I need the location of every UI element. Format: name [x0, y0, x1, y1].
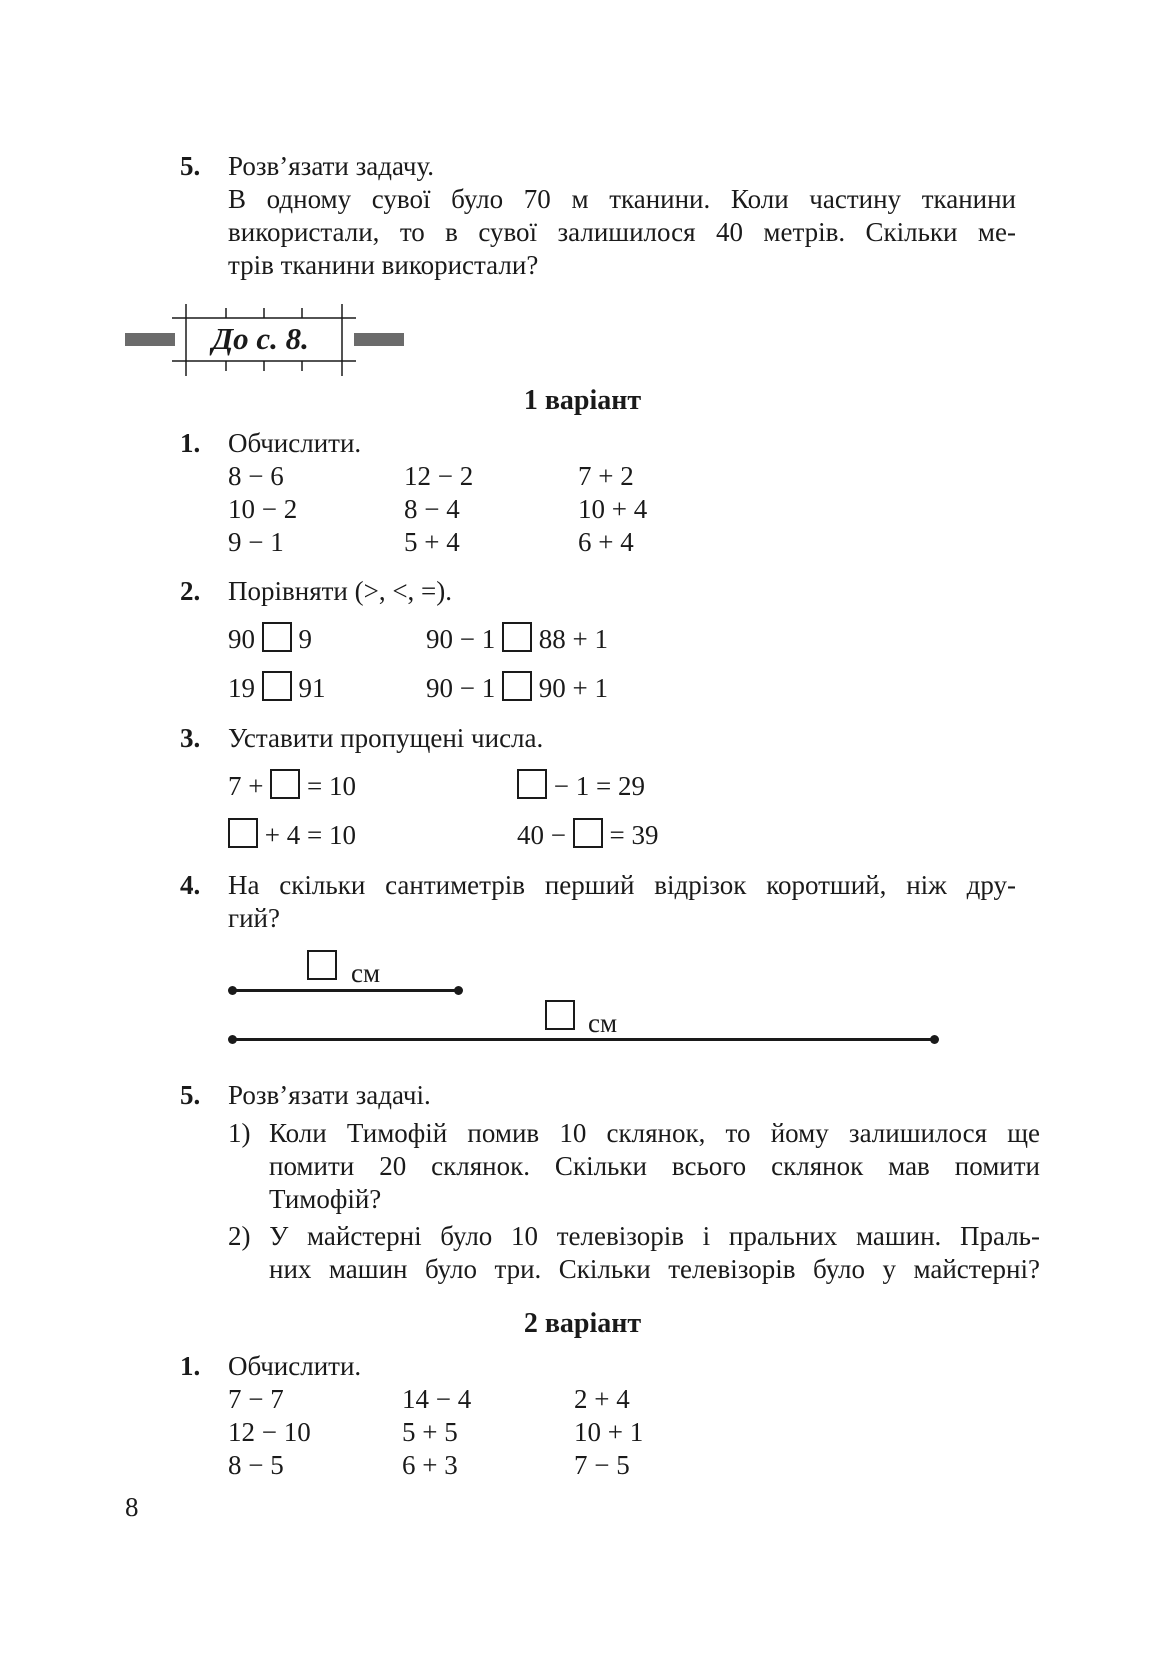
- answer-box[interactable]: [228, 818, 258, 848]
- answer-box[interactable]: [573, 818, 603, 848]
- variant-heading: 1 варіант: [523, 385, 642, 416]
- equation-right: = 39: [609, 820, 659, 850]
- task-title: Обчислити.: [228, 1351, 362, 1381]
- task-number: 2.: [180, 576, 201, 606]
- segment-line: [232, 989, 458, 992]
- expression: 6 + 4: [578, 527, 634, 557]
- banner-bar-right: [354, 333, 404, 346]
- comparison-left: 19: [228, 673, 255, 703]
- answer-box[interactable]: [262, 671, 292, 701]
- problem-text-line: Коли Тимофій помив 10 склянок, то йому залишилося ще: [269, 1118, 1040, 1148]
- segment-endpoint: [228, 1035, 237, 1044]
- task-text-line: трів тканини використали?: [228, 250, 539, 280]
- variant-heading: 2 варіант: [523, 1308, 642, 1339]
- expression: 5 + 4: [404, 527, 460, 557]
- unit-label: см: [588, 1008, 618, 1038]
- expression: 6 + 3: [402, 1450, 458, 1480]
- equation-right: = 10: [306, 771, 356, 801]
- answer-box[interactable]: [517, 769, 547, 799]
- banner-bar-left: [125, 333, 175, 346]
- answer-box[interactable]: [502, 622, 532, 652]
- problem-text-line: помити 20 склянок. Скільки всього склянок мав помити: [269, 1151, 1040, 1181]
- answer-box[interactable]: [502, 671, 532, 701]
- expression: 8 − 5: [228, 1450, 284, 1480]
- equation-left: 7 +: [228, 771, 264, 801]
- answer-box[interactable]: [545, 1000, 575, 1030]
- expression: 9 − 1: [228, 527, 284, 557]
- expression: 7 − 7: [228, 1384, 284, 1414]
- answer-box[interactable]: [262, 622, 292, 652]
- answer-box[interactable]: [270, 769, 300, 799]
- task-title: Порівняти (>, <, =).: [228, 576, 453, 606]
- expression: 8 − 6: [228, 461, 284, 491]
- segment-endpoint: [228, 986, 237, 995]
- comparison: [426, 671, 608, 705]
- expression: 7 − 5: [574, 1450, 630, 1480]
- task-number: 3.: [180, 723, 201, 753]
- task-title: Обчислити.: [228, 428, 362, 458]
- task-number: 4.: [180, 870, 201, 900]
- task-text-line: використали, то в сувої залишилося 40 метрів. Скільки ме-: [228, 217, 1016, 247]
- expression: 5 + 5: [402, 1417, 458, 1447]
- expression: 8 − 4: [404, 494, 460, 524]
- equation-right: + 4 = 10: [264, 820, 356, 850]
- problem-text-line: Тимофій?: [269, 1184, 382, 1214]
- task-title: Уставити пропущені числа.: [228, 723, 544, 753]
- expression: 12 − 2: [404, 461, 474, 491]
- comparison: [228, 671, 326, 705]
- comparison-right: 90 + 1: [538, 673, 608, 703]
- section-label: До с. 8.: [212, 321, 309, 356]
- comparison-left: 90 − 1: [426, 624, 496, 654]
- equation: [228, 769, 356, 803]
- segment-endpoint: [930, 1035, 939, 1044]
- problem-text-line: 2) У майстерні було 10 телевізорів і пральних машин. Праль-: [228, 1221, 1040, 1251]
- expression: 12 − 10: [228, 1417, 311, 1447]
- comparison-left: 90 − 1: [426, 673, 496, 703]
- comparison-left: 90: [228, 624, 255, 654]
- answer-box[interactable]: [307, 950, 337, 980]
- expression: 14 − 4: [402, 1384, 472, 1414]
- expression: 7 + 2: [578, 461, 634, 491]
- comparison: [426, 622, 608, 656]
- expression: 10 + 1: [574, 1417, 644, 1447]
- segment-line: [232, 1038, 934, 1041]
- page-number: 8: [125, 1492, 139, 1522]
- comparison-right: 88 + 1: [538, 624, 608, 654]
- task-number: 5.: [180, 151, 201, 181]
- equation: [517, 769, 645, 803]
- equation: [517, 818, 658, 852]
- expression: 10 − 2: [228, 494, 298, 524]
- equation: [228, 818, 356, 852]
- equation-left: 40 −: [517, 820, 566, 850]
- task-title: Розв’язати задачі.: [228, 1080, 431, 1110]
- expression: 2 + 4: [574, 1384, 630, 1414]
- comparison: [228, 622, 312, 656]
- task-text-line: На скільки сантиметрів перший відрізок коротший, ніж дру-: [228, 870, 1016, 900]
- segment-endpoint: [454, 986, 463, 995]
- task-number: 5.: [180, 1080, 201, 1110]
- task-text-line: гий?: [228, 903, 280, 933]
- expression: 10 + 4: [578, 494, 648, 524]
- task-text-line: В одному сувої було 70 м тканини. Коли частину тканини: [228, 184, 1016, 214]
- equation-right: − 1 = 29: [553, 771, 645, 801]
- task-title: Розв’язати задачу.: [228, 151, 435, 181]
- task-number: 1.: [180, 1351, 201, 1381]
- unit-label: см: [351, 958, 381, 988]
- task-number: 1.: [180, 428, 201, 458]
- problem-text-line: них машин було три. Скільки телевізорів було у майстерні?: [269, 1254, 1040, 1284]
- problem-label: 1): [228, 1118, 251, 1148]
- comparison-right: 9: [298, 624, 312, 654]
- comparison-right: 91: [298, 673, 326, 703]
